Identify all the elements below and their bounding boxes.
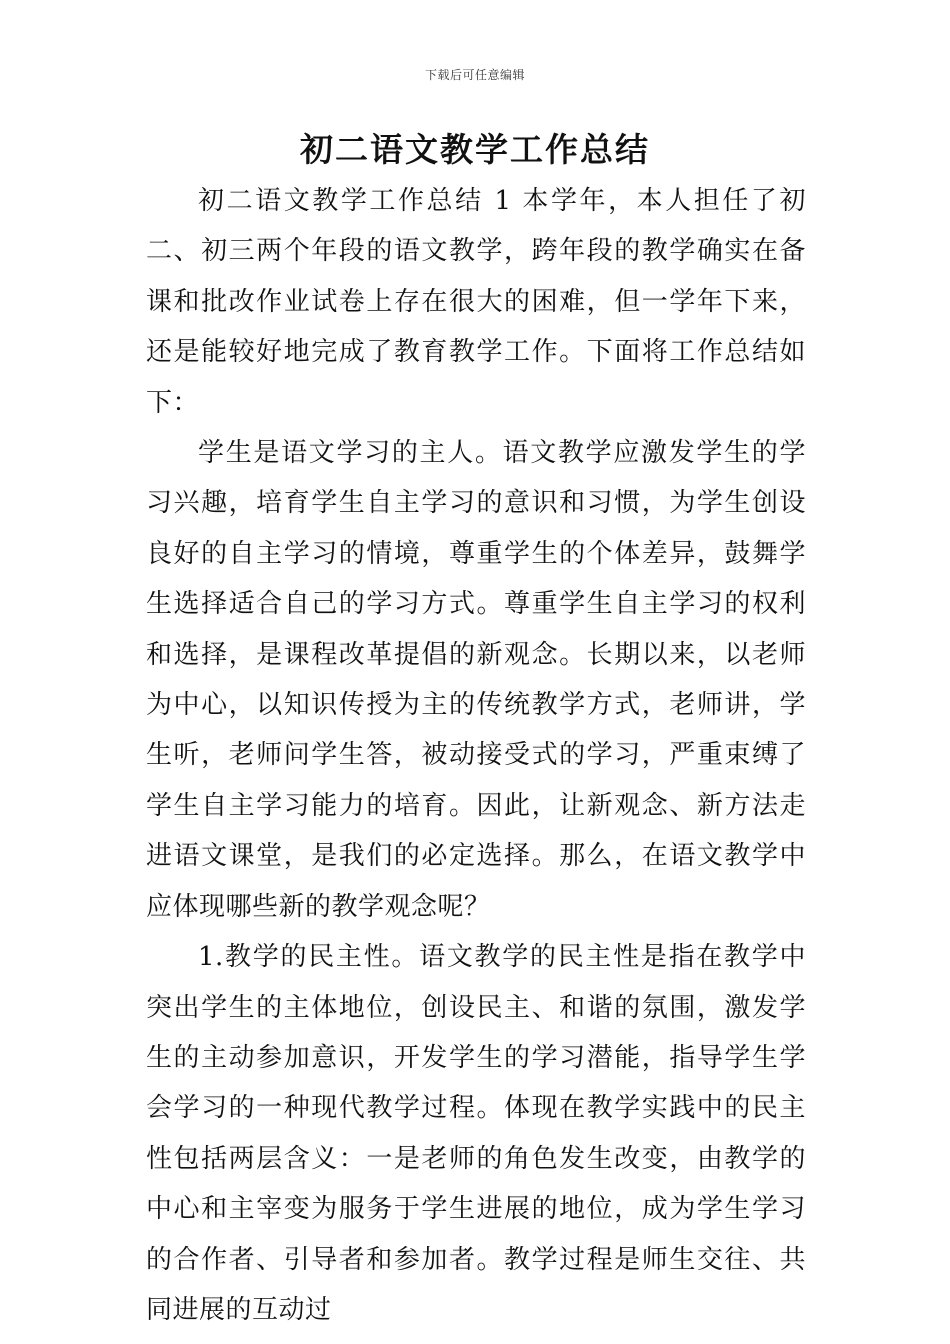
paragraph-intro: 初二语文教学工作总结 1 本学年，本人担任了初二、初三两个年段的语文教学，跨年段的教学确实在备课和批改作业试卷上存在很大的困难，但一学年下来，还是能较好地完成了教育教学工作。下面将工作总结如下：: [146, 186, 806, 418]
header-note: 下载后可任意编辑: [424, 68, 525, 82]
paragraph-democracy: 1.教学的民主性。语文教学的民主性是指在教学中突出学生的主体地位，创设民主、和谐的氛围，激发学生的主动参加意识，开发学生的学习潜能，指导学生学会学习的一种现代教学过程。体现在教学实践中的民主性包括两层含义：一是老师的角色发生改变，由教学的中心和主宰变为服务于学生进展的地位，成为学生学习的合作者、引导者和参加者。教学过程是师生交往、共同进展的互动过: [146, 942, 806, 1325]
document-body: [146, 176, 806, 1335]
paragraph-student-autonomy: 学生是语文学习的主人。语文教学应激发学生的学习兴趣，培育学生自主学习的意识和习惯，为学生创设良好的自主学习的情境，尊重学生的个体差异，鼓舞学生选择适合自己的学习方式。尊重学生自主学习的权利和选择，是课程改革提倡的新观念。长期以来，以老师为中心，以知识传授为主的传统教学方式，老师讲，学生听，老师问学生答，被动接受式的学习，严重束缚了学生自主学习能力的培育。因此，让新观念、新方法走进语文课堂，是我们的必定选择。那么，在语文教学中应体现哪些新的教学观念呢？: [146, 438, 806, 922]
document-title: 初二语文教学工作总结: [300, 130, 650, 169]
